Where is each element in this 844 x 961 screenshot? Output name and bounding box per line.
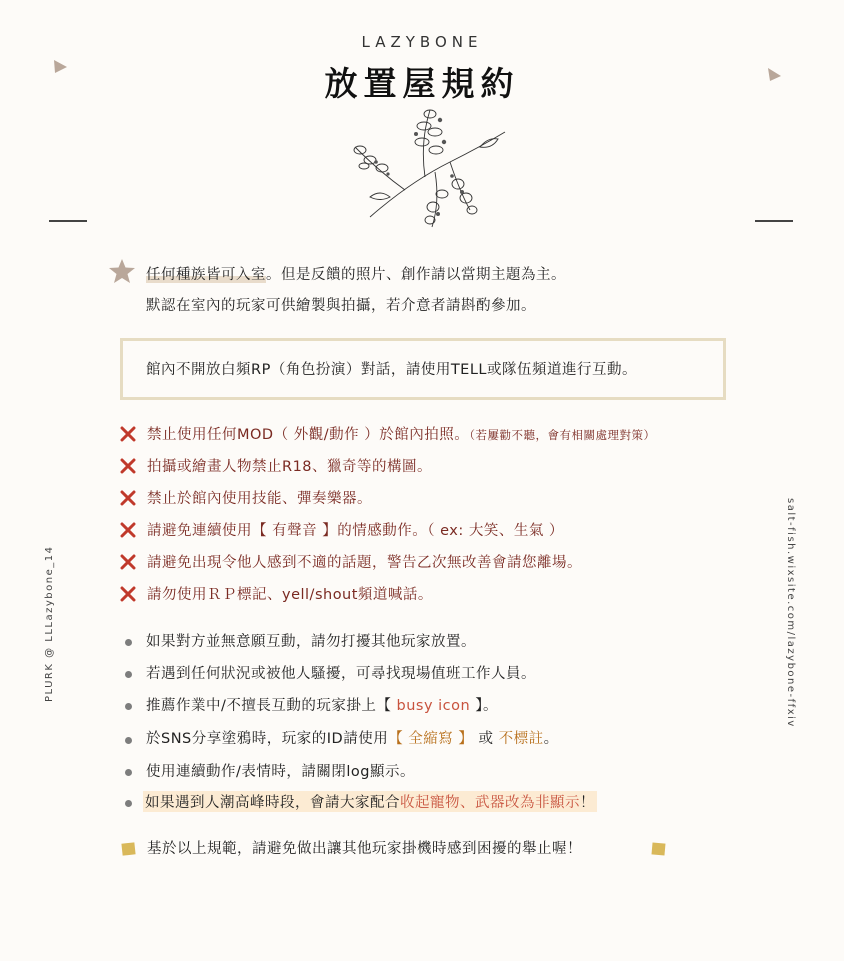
intro-line-2: 默認在室內的玩家可供繪製與拍攝，若介意者請斟酌參加。 <box>146 298 536 314</box>
bullet-dot-icon <box>125 800 132 807</box>
divider-left <box>49 220 87 222</box>
rule-item <box>146 694 498 715</box>
cross-icon <box>120 522 136 538</box>
cross-icon <box>120 458 136 474</box>
bullet-dot-icon <box>125 639 132 646</box>
rule-text: 】。 <box>475 698 499 714</box>
rule-item: 使用連續動作/表情時，請關閉log顯示。 <box>146 764 415 780</box>
prohibition-text: 請勿使用ＲＰ標記、yell/shout頻道喊話。 <box>147 587 433 603</box>
tape-decoration-right <box>652 842 666 855</box>
triangle-decoration-right <box>766 67 782 83</box>
floral-illustration <box>340 102 510 232</box>
rule-item-highlighted <box>143 791 597 812</box>
prohibition-text: 禁止於館內使用技能、彈奏樂器。 <box>147 491 372 507</box>
rule-text: 。 <box>543 731 559 747</box>
busy-icon-text: busy icon <box>391 698 476 714</box>
rule-text: 推薦作業中/不擅長互動的玩家掛上【 <box>146 698 392 714</box>
cross-icon <box>120 426 136 442</box>
cross-icon <box>120 586 136 602</box>
rule-text: 於SNS分享塗鴉時，玩家的ID請使用 <box>146 731 389 747</box>
divider-right <box>755 220 793 222</box>
bullet-dot-icon <box>125 671 132 678</box>
bullet-dot-icon <box>125 737 132 744</box>
prohibition-text: 拍攝或繪畫人物禁止R18、獵奇等的構圖。 <box>147 459 433 475</box>
no-tag-text: 不標註 <box>498 731 544 747</box>
footer-note: 基於以上規範，請避免做出讓其他玩家掛機時感到困擾的舉止喔！ <box>147 841 582 857</box>
rule-item: 若遇到任何狀況或被他人騷擾，可尋找現場值班工作人員。 <box>146 666 536 682</box>
page-title: 放置屋規約 <box>324 64 520 103</box>
rule-text: ！ <box>580 795 595 811</box>
intro-line-1-rest: 。但是反饋的照片、創作請以當期主題為主。 <box>266 267 566 283</box>
website-credit: salt-fish.wixsite.com/lazybone-ffxiv <box>785 498 796 728</box>
triangle-decoration-left <box>52 59 68 75</box>
notice-text: 館內不開放白頻RP（角色扮演）對話，請使用TELL或隊伍頻道進行互動。 <box>146 362 637 378</box>
prohibition-text: 請避免連續使用【 有聲音 】的情感動作。（ ex: 大笑、生氣 ） <box>147 523 564 539</box>
rule-text: 如果遇到人潮高峰時段，會請大家配合 <box>145 795 400 811</box>
star-icon <box>108 258 136 284</box>
tape-decoration-left <box>121 842 135 855</box>
rule-text: 或 <box>473 731 499 747</box>
bullet-dot-icon <box>125 769 132 776</box>
intro-highlight: 任何種族皆可入室 <box>146 267 266 283</box>
hide-pets-text: 收起寵物、武器改為非顯示 <box>400 795 580 811</box>
abbreviation-text: 【 全縮寫 】 <box>388 731 474 747</box>
plurk-credit: PLURK @ LLLazybone_14 <box>44 545 55 702</box>
prohibition-text: 禁止使用任何MOD（ 外觀/動作 ）於館內拍照。 <box>147 427 470 443</box>
rule-item <box>146 727 559 748</box>
rule-item: 如果對方並無意願互動，請勿打擾其他玩家放置。 <box>146 634 476 650</box>
prohibition-text: 請避免出現令他人感到不適的話題，警告乙次無改善會請您離場。 <box>147 555 582 571</box>
prohibition-note: （若屢勸不聽，會有相關處理對策） <box>469 428 656 442</box>
cross-icon <box>120 490 136 506</box>
bullet-dot-icon <box>125 703 132 710</box>
intro-line-1 <box>146 263 566 284</box>
brand-name: LAZYBONE <box>361 33 483 51</box>
cross-icon <box>120 554 136 570</box>
